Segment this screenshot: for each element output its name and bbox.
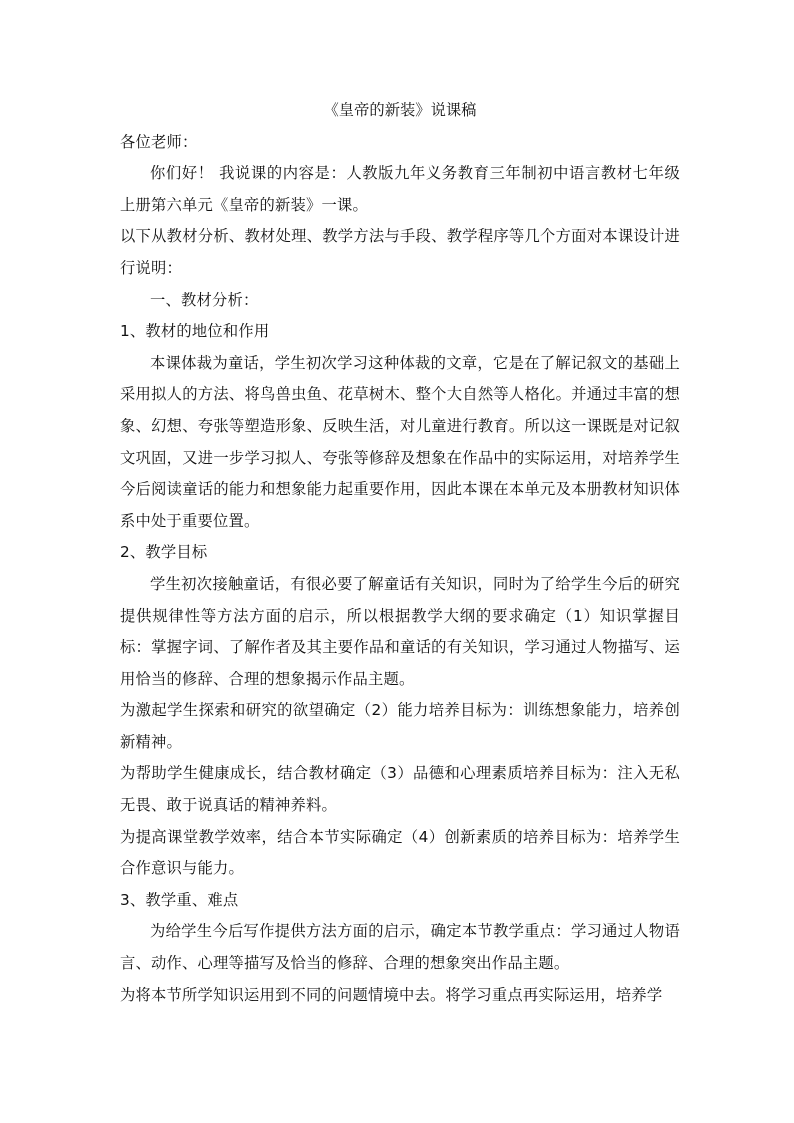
section-heading-textbook-analysis: 一、教材分析： xyxy=(150,290,259,309)
paragraph-ability-goal: 为激起学生探索和研究的欲望确定（2）能力培养目标为：训练想象能力，培养创新精神。 xyxy=(120,701,680,751)
paragraph-intro: 你们好！ 我说课的内容是：人教版九年义务教育三年制初中语言教材七年级上册第六单元《皇帝的新装》一课。 xyxy=(120,164,680,214)
document-title: 《皇帝的新装》说课稿 xyxy=(323,101,477,119)
subheading-teaching-goals: 2、教学目标 xyxy=(120,543,208,562)
paragraph-difficult-point: 为将本节所学知识运用到不同的问题情境中去。将学习重点再实际运用，培养学 xyxy=(120,985,663,1004)
paragraph-knowledge-goal: 学生初次接触童话，有很必要了解童话有关知识，同时为了给学生今后的研究提供规律性等方法方面的启示，所以根据教学大纲的要求确定（1）知识掌握目标：掌握字词、了解作者及其主要作品和童话的有关知识，学习通过人物描写、运用恰当的修辞、合理的想象揭示作品主题。 xyxy=(120,574,680,688)
paragraph-key-point: 为给学生今后写作提供方法方面的启示，确定本节教学重点：学习通过人物语言、动作、心理等描写及恰当的修辞、合理的想象突出作品主题。 xyxy=(120,922,680,973)
subheading-key-points: 3、教学重、难点 xyxy=(120,890,239,909)
document-page xyxy=(120,95,680,1011)
paragraph-moral-goal: 为帮助学生健康成长，结合教材确定（3）品德和心理素质培养目标为：注入无私无畏、敢于说真话的精神养料。 xyxy=(120,764,680,815)
paragraph-overview: 以下从教材分析、教材处理、教学方法与手段、教学程序等几个方面对本课设计进行说明： xyxy=(120,227,680,277)
subheading-status-role: 1、教材的地位和作用 xyxy=(120,322,270,341)
greeting: 各位老师： xyxy=(120,132,198,151)
paragraph-innovation-goal: 为提高课堂教学效率，结合本节实际确定（4）创新素质的培养目标为：培养学生合作意识与能力。 xyxy=(120,827,680,878)
paragraph-status-role: 本课体裁为童话，学生初次学习这种体裁的文章，它是在了解记叙文的基础上采用拟人的方法、将鸟兽虫鱼、花草树木、整个大自然等人格化。并通过丰富的想象、幻想、夸张等塑造形象、反映生活，对儿童进行教育。所以这一课既是对记叙文巩固，又进一步学习拟人、夸张等修辞及想象在作品中的实际运用，对培养学生今后阅读童话的能力和想象能力起重要作用，因此本课在本单元及本册教材知识体系中处于重要位置。 xyxy=(120,353,680,530)
